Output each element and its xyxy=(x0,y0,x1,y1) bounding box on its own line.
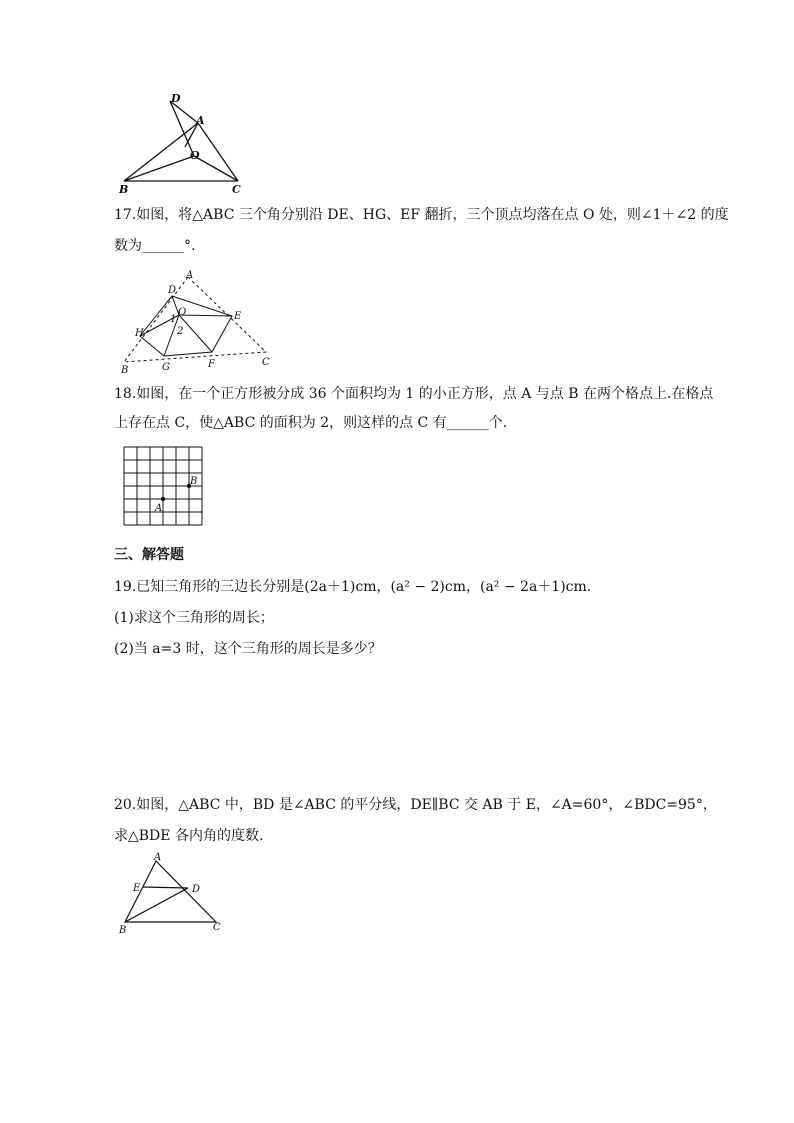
section-heading: 三、解答题 xyxy=(114,547,184,563)
q18-line2: 上存在点 C，使△ABC 的面积为 2，则这样的点 C 有______个. xyxy=(114,415,508,431)
figure-folded-triangle xyxy=(112,266,282,374)
label-E: E xyxy=(133,883,141,894)
label-D: D xyxy=(171,92,181,105)
label-B: B xyxy=(119,183,129,196)
figure-triangle-abc-with-point-o xyxy=(110,92,260,198)
figure-6x6-grid xyxy=(120,444,210,528)
label-O: O xyxy=(190,149,200,162)
label-D: D xyxy=(192,884,201,895)
label-B: B xyxy=(121,365,129,374)
label-A: A xyxy=(196,114,205,127)
label-A: A xyxy=(154,852,162,863)
figure-triangle-bisector xyxy=(112,850,234,936)
q20-line2: 求△BDE 各内角的度数. xyxy=(114,828,264,844)
label-G: G xyxy=(162,362,170,373)
label-E: E xyxy=(234,311,242,322)
label-C: C xyxy=(232,183,241,196)
label-H: H xyxy=(135,328,144,339)
label-O: O xyxy=(178,307,187,318)
label-F: F xyxy=(208,359,215,370)
label-C: C xyxy=(213,922,221,933)
q19-part1: (1)求这个三角形的周长； xyxy=(114,610,274,626)
label-A: A xyxy=(155,503,163,514)
label-B: B xyxy=(119,925,127,936)
label-angle-1: 1 xyxy=(170,314,177,325)
label-D: D xyxy=(168,285,177,296)
label-C: C xyxy=(262,357,270,368)
q17-line1: 17.如图，将△ABC 三个角分别沿 DE、HG、EF 翻折，三个顶点均落在点 O 处，则∠1＋∠2 的度 xyxy=(114,207,729,223)
q19-part2: (2)当 a=3 时，这个三角形的周长是多少？ xyxy=(114,641,382,657)
point-A xyxy=(161,497,165,501)
q17-line2: 数为______°. xyxy=(114,238,196,254)
label-angle-2: 2 xyxy=(177,326,184,337)
q18-line1: 18.如图，在一个正方形被分成 36 个面积均为 1 的小正方形，点 A 与点 B 在两个格点上.在格点 xyxy=(114,386,714,402)
label-B: B xyxy=(190,476,198,487)
label-A: A xyxy=(186,270,194,281)
q20-line1: 20.如图，△ABC 中，BD 是∠ABC 的平分线，DE∥BC 交 AB 于 E，∠A=60°，∠BDC=95°， xyxy=(114,797,717,813)
q19-line1: 19.已知三角形的三边长分别是(2a＋1)cm，(a² − 2)cm，(a² − 2a＋1)cm. xyxy=(114,579,592,595)
